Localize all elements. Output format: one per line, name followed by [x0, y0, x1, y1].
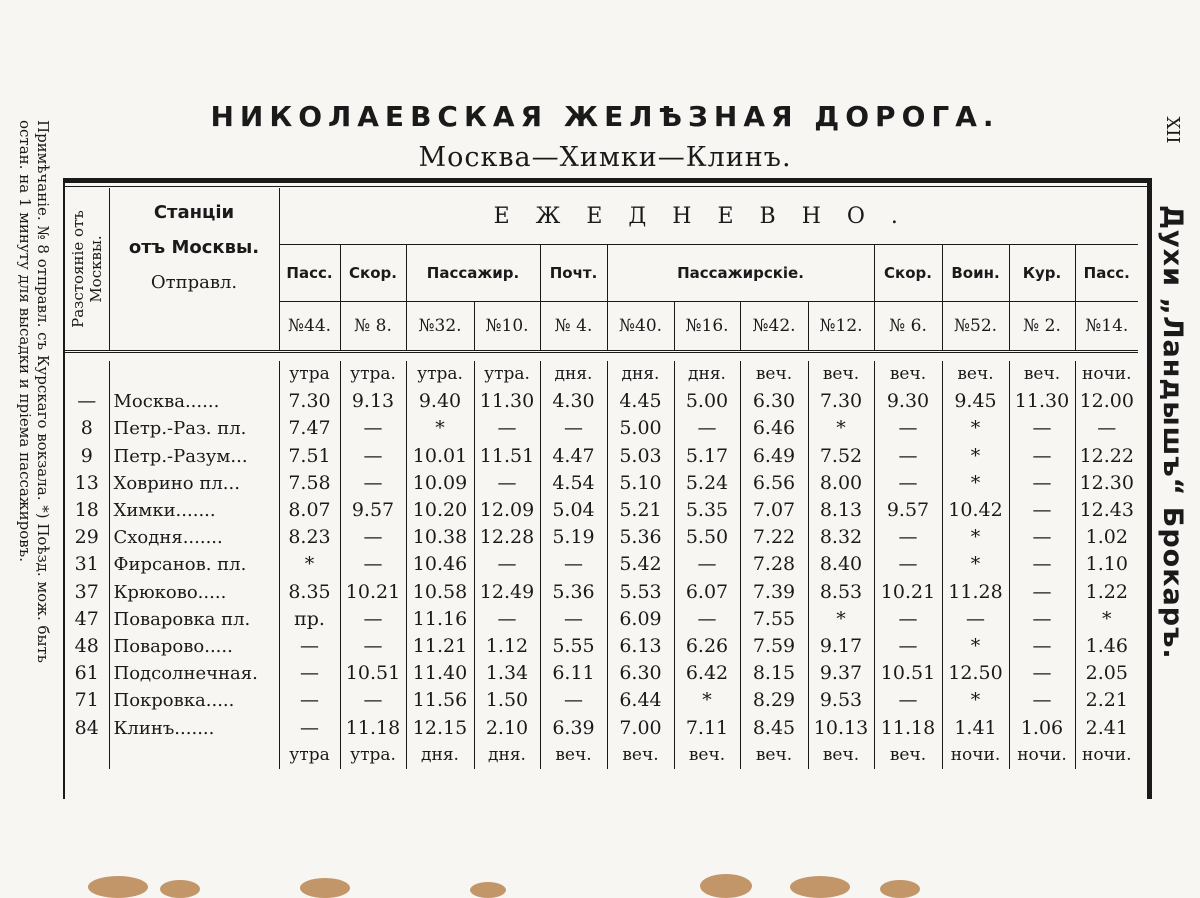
departure-time: 12.49 [474, 579, 540, 606]
departure-time: 6.07 [674, 579, 740, 606]
departure-time: 11.30 [474, 388, 540, 415]
page-number: XII [1162, 116, 1183, 144]
departure-time: 8.45 [740, 715, 808, 742]
departure-time: 1.06 [1009, 715, 1075, 742]
departure-time: 7.30 [279, 388, 340, 415]
departure-time: — [474, 606, 540, 633]
departure-time: 10.01 [406, 443, 474, 470]
departure-time: 8.07 [279, 497, 340, 524]
stations-header-line-3: Отправл. [150, 272, 238, 293]
time-period: утра [279, 361, 340, 388]
departure-time: 9.53 [808, 687, 874, 714]
departure-time: 7.58 [279, 470, 340, 497]
timetable [65, 188, 1138, 769]
departure-time: 5.04 [540, 497, 607, 524]
departure-time: 5.35 [674, 497, 740, 524]
station-name: Сходня....... [109, 524, 279, 551]
time-period: утра [279, 742, 340, 769]
empty-cell [65, 742, 109, 769]
departure-time: — [340, 551, 406, 578]
station-name: Поваровка пл. [109, 606, 279, 633]
departure-time: 7.47 [279, 415, 340, 442]
station-name: Крюково..... [109, 579, 279, 606]
departure-time: 8.15 [740, 660, 808, 687]
distance-km: 13 [65, 470, 109, 497]
departure-time: 9.37 [808, 660, 874, 687]
station-name: Москва...... [109, 388, 279, 415]
departure-time: 12.22 [1079, 444, 1134, 467]
time-period: веч. [607, 742, 674, 769]
departure-time: — [1009, 687, 1075, 714]
departure-time: — [279, 660, 340, 687]
departure-time: 6.30 [740, 388, 808, 415]
departure-time: — [1009, 443, 1075, 470]
departure-time: 7.22 [740, 524, 808, 551]
stations-header-line-1: Станціи [153, 202, 235, 223]
departure-time: — [540, 606, 607, 633]
departure-time: 5.36 [607, 524, 674, 551]
departure-time: * [674, 687, 740, 714]
time-period: веч. [674, 742, 740, 769]
departure-time: 1.02 [1085, 526, 1128, 549]
departure-time: 7.11 [674, 715, 740, 742]
departure-time: 4.47 [540, 443, 607, 470]
time-period: утра. [406, 361, 474, 388]
departure-time: — [1009, 660, 1075, 687]
departure-time: 11.51 [474, 443, 540, 470]
distance-km: 84 [65, 715, 109, 742]
train-number: № 4. [540, 302, 607, 352]
train-type: Пассажирскіе. [607, 245, 874, 302]
table-row [65, 388, 1138, 415]
departure-time: 1.10 [1085, 553, 1128, 576]
table-row [65, 443, 1138, 470]
distance-km: — [65, 388, 109, 415]
table-row [65, 497, 1138, 524]
station-name: Поварово..... [109, 633, 279, 660]
departure-time: 5.55 [540, 633, 607, 660]
train-type: Пассажир. [406, 245, 540, 302]
train-number: № 6. [874, 302, 942, 352]
departure-time: 6.56 [740, 470, 808, 497]
departure-time: 5.21 [607, 497, 674, 524]
departure-time: 2.05 [1085, 662, 1128, 685]
departure-time: 8.00 [808, 470, 874, 497]
distance-header: Разстояніе отъ Москвы. [65, 188, 109, 352]
table-row [65, 715, 1138, 742]
departure-time: 12.50 [942, 660, 1009, 687]
departure-time: 8.23 [279, 524, 340, 551]
train-number: №16. [674, 302, 740, 352]
departure-time: 4.54 [540, 470, 607, 497]
departure-time: — [1009, 415, 1075, 442]
departure-time: 9.40 [406, 388, 474, 415]
departure-time: 5.42 [607, 551, 674, 578]
train-type: Скор. [340, 245, 406, 302]
table-row [65, 633, 1138, 660]
train-number: №12. [808, 302, 874, 352]
departure-time: — [942, 606, 1009, 633]
departure-time: 11.21 [406, 633, 474, 660]
table-row [65, 524, 1138, 551]
departure-time: 9.13 [340, 388, 406, 415]
departure-time: 9.57 [874, 497, 942, 524]
departure-time: 9.30 [874, 388, 942, 415]
departure-time: 10.46 [406, 551, 474, 578]
departure-time: — [874, 443, 942, 470]
train-type: Пасс. [1075, 245, 1138, 302]
departure-time: 7.39 [740, 579, 808, 606]
station-name: Подсолнечная. [109, 660, 279, 687]
time-period: дня. [674, 361, 740, 388]
departure-time: 10.13 [808, 715, 874, 742]
departure-time: 4.45 [607, 388, 674, 415]
time-period: дня. [540, 361, 607, 388]
station-name: Клинъ....... [109, 715, 279, 742]
departure-time: 8.35 [279, 579, 340, 606]
time-period: утра. [340, 742, 406, 769]
time-period: веч. [808, 361, 874, 388]
departure-time: — [674, 606, 740, 633]
time-period: утра. [340, 361, 406, 388]
departure-time: 7.28 [740, 551, 808, 578]
page-title: НИКОЛАЕВСКАЯ ЖЕЛѢЗНАЯ ДОРОГА. [210, 100, 1000, 133]
departure-time: — [474, 415, 540, 442]
departure-time: 12.28 [474, 524, 540, 551]
departure-time: 10.42 [942, 497, 1009, 524]
departure-time: 10.09 [406, 470, 474, 497]
station-name: Петр.-Разум... [109, 443, 279, 470]
time-period: веч. [874, 361, 942, 388]
time-period: веч. [540, 742, 607, 769]
departure-time: — [540, 687, 607, 714]
time-period: веч. [942, 361, 1009, 388]
departure-time: * [942, 633, 1009, 660]
departure-time: — [1009, 470, 1075, 497]
departure-time: * [942, 524, 1009, 551]
departure-time: 10.51 [874, 660, 942, 687]
departure-time: — [1009, 633, 1075, 660]
departure-time: — [279, 715, 340, 742]
distance-km: 29 [65, 524, 109, 551]
period-row-top [65, 361, 1138, 388]
departure-time: — [1009, 579, 1075, 606]
time-period: ночи. [1081, 744, 1132, 765]
departure-time: 1.50 [474, 687, 540, 714]
distance-km: 31 [65, 551, 109, 578]
departure-time: — [874, 633, 942, 660]
train-type: Почт. [540, 245, 607, 302]
time-period: дня. [474, 742, 540, 769]
side-note-line-2: остан. на 1 минуту для высадки и пріема пассажировъ. [16, 120, 34, 562]
distance-km: 48 [65, 633, 109, 660]
departure-time: 7.00 [607, 715, 674, 742]
departure-time: 11.16 [406, 606, 474, 633]
departure-time: * [942, 470, 1009, 497]
departure-time: 1.34 [474, 660, 540, 687]
header-separator [65, 352, 1138, 362]
departure-time: — [540, 415, 607, 442]
departure-time: 5.53 [607, 579, 674, 606]
departure-time: — [340, 633, 406, 660]
departure-time: 8.53 [808, 579, 874, 606]
departure-time: — [279, 687, 340, 714]
time-period: веч. [740, 742, 808, 769]
departure-time: 9.57 [340, 497, 406, 524]
departure-time: — [474, 551, 540, 578]
departure-time: 10.51 [340, 660, 406, 687]
departure-time: — [874, 470, 942, 497]
departure-time: — [1009, 551, 1075, 578]
departure-time: 12.30 [1079, 471, 1134, 494]
train-type: Воин. [942, 245, 1009, 302]
departure-time: — [674, 551, 740, 578]
daily-header: ЕЖЕДНЕВНО. [279, 188, 1138, 245]
departure-time: 5.19 [540, 524, 607, 551]
departure-time: — [874, 551, 942, 578]
station-name: Покровка..... [109, 687, 279, 714]
departure-time: 11.18 [340, 715, 406, 742]
departure-time: 7.51 [279, 443, 340, 470]
departure-time: * [942, 443, 1009, 470]
departure-time: 6.26 [674, 633, 740, 660]
departure-time: 7.59 [740, 633, 808, 660]
distance-km: 18 [65, 497, 109, 524]
time-period: веч. [740, 361, 808, 388]
departure-time: — [540, 551, 607, 578]
departure-time: 2.41 [1085, 716, 1128, 739]
departure-time: 5.50 [674, 524, 740, 551]
train-number: №10. [474, 302, 540, 352]
distance-km: 61 [65, 660, 109, 687]
departure-time: 2.10 [474, 715, 540, 742]
time-period: ночи. [1081, 364, 1132, 384]
distance-km: 71 [65, 687, 109, 714]
side-note-line-1: Примѣчаніе. № 8 отправл. съ Курскаго вокзала. *) Поѣзд. мож. быть [34, 120, 52, 663]
departure-time: 8.13 [808, 497, 874, 524]
train-number: №32. [406, 302, 474, 352]
departure-time: — [1009, 606, 1075, 633]
departure-time: 10.58 [406, 579, 474, 606]
train-number: №42. [740, 302, 808, 352]
train-type: Скор. [874, 245, 942, 302]
departure-time: 5.24 [674, 470, 740, 497]
departure-time: — [340, 687, 406, 714]
departure-time: — [1009, 524, 1075, 551]
train-type: Пасс. [279, 245, 340, 302]
departure-time: * [808, 415, 874, 442]
departure-time: — [340, 470, 406, 497]
departure-time: 10.21 [874, 579, 942, 606]
empty-cell [109, 361, 279, 388]
station-name: Ховрино пл... [109, 470, 279, 497]
table-row [65, 470, 1138, 497]
departure-time: 6.11 [540, 660, 607, 687]
time-period: веч. [1009, 361, 1075, 388]
time-period: утра. [474, 361, 540, 388]
departure-time: 8.40 [808, 551, 874, 578]
departure-time: 6.30 [607, 660, 674, 687]
departure-time: 1.22 [1085, 580, 1128, 603]
distance-km: 37 [65, 579, 109, 606]
departure-time: 6.49 [740, 443, 808, 470]
departure-time: 1.46 [1085, 635, 1128, 658]
departure-time: 12.00 [1079, 390, 1134, 413]
departure-time: 6.09 [607, 606, 674, 633]
departure-time: 12.43 [1079, 499, 1134, 522]
train-number: №44. [279, 302, 340, 352]
departure-time: — [340, 415, 406, 442]
train-number: № 2. [1009, 302, 1075, 352]
time-period: дня. [406, 742, 474, 769]
empty-cell [65, 361, 109, 388]
table-row [65, 606, 1138, 633]
departure-time: 11.28 [942, 579, 1009, 606]
departure-time: — [874, 606, 942, 633]
departure-time: 6.39 [540, 715, 607, 742]
train-number: № 8. [340, 302, 406, 352]
departure-time: 11.30 [1009, 388, 1075, 415]
departure-time: 12.09 [474, 497, 540, 524]
paper-stains [0, 860, 1200, 892]
train-number: №14. [1085, 316, 1129, 336]
time-period: веч. [808, 742, 874, 769]
departure-time: 9.45 [942, 388, 1009, 415]
departure-time: 6.13 [607, 633, 674, 660]
departure-time: 1.12 [474, 633, 540, 660]
station-name: Петр.-Раз. пл. [109, 415, 279, 442]
departure-time: 2.21 [1085, 689, 1128, 712]
departure-time: 10.38 [406, 524, 474, 551]
departure-time: — [340, 606, 406, 633]
page-subtitle: Москва—Химки—Клинъ. [418, 142, 792, 173]
departure-time: — [279, 633, 340, 660]
departure-time: * [942, 687, 1009, 714]
departure-time: пр. [279, 606, 340, 633]
departure-time: 7.07 [740, 497, 808, 524]
departure-time: * [942, 415, 1009, 442]
departure-time: — [340, 524, 406, 551]
departure-time: — [474, 470, 540, 497]
departure-time: 5.10 [607, 470, 674, 497]
time-period: дня. [607, 361, 674, 388]
departure-time: 5.36 [540, 579, 607, 606]
departure-time: 5.17 [674, 443, 740, 470]
departure-time: * [1102, 607, 1112, 630]
train-type: Кур. [1009, 245, 1075, 302]
time-period: ночи. [1009, 742, 1075, 769]
departure-time: 8.32 [808, 524, 874, 551]
departure-time: 6.42 [674, 660, 740, 687]
departure-time: — [674, 415, 740, 442]
departure-time: 5.00 [607, 415, 674, 442]
time-period: ночи. [942, 742, 1009, 769]
departure-time: 11.18 [874, 715, 942, 742]
period-row-bottom [65, 742, 1138, 769]
empty-cell [109, 742, 279, 769]
stations-header-line-2: отъ Москвы. [128, 237, 260, 258]
departure-time: 10.20 [406, 497, 474, 524]
station-name: Фирсанов. пл. [109, 551, 279, 578]
departure-time: — [874, 524, 942, 551]
departure-time: 10.21 [340, 579, 406, 606]
departure-time: — [1009, 497, 1075, 524]
departure-time: 7.52 [808, 443, 874, 470]
time-period: веч. [874, 742, 942, 769]
departure-time: 5.00 [674, 388, 740, 415]
distance-km: 8 [65, 415, 109, 442]
stations-header [109, 188, 279, 352]
table-row [65, 660, 1138, 687]
departure-time: 4.30 [540, 388, 607, 415]
departure-time: * [808, 606, 874, 633]
departure-time: * [406, 415, 474, 442]
departure-time: * [279, 551, 340, 578]
departure-time: 12.15 [406, 715, 474, 742]
departure-time: 6.46 [740, 415, 808, 442]
departure-time: — [874, 415, 942, 442]
departure-time: — [1097, 417, 1117, 440]
table-row [65, 687, 1138, 714]
side-advertisement [1150, 205, 1190, 675]
departure-time: 7.30 [808, 388, 874, 415]
table-row [65, 415, 1138, 442]
train-number: №52. [942, 302, 1009, 352]
departure-time: — [874, 687, 942, 714]
advertisement-text: Духи „Ландышъ“ Брокаръ. [1157, 205, 1188, 660]
departure-time: * [942, 551, 1009, 578]
train-number: №40. [607, 302, 674, 352]
side-note [16, 120, 52, 820]
station-name: Химки....... [109, 497, 279, 524]
departure-time: 6.44 [607, 687, 674, 714]
distance-km: 9 [65, 443, 109, 470]
departure-time: — [340, 443, 406, 470]
departure-time: 11.40 [406, 660, 474, 687]
table-row [65, 579, 1138, 606]
departure-time: 11.56 [406, 687, 474, 714]
table-row [65, 551, 1138, 578]
distance-km: 47 [65, 606, 109, 633]
departure-time: 8.29 [740, 687, 808, 714]
departure-time: 9.17 [808, 633, 874, 660]
departure-time: 5.03 [607, 443, 674, 470]
departure-time: 1.41 [942, 715, 1009, 742]
departure-time: 7.55 [740, 606, 808, 633]
